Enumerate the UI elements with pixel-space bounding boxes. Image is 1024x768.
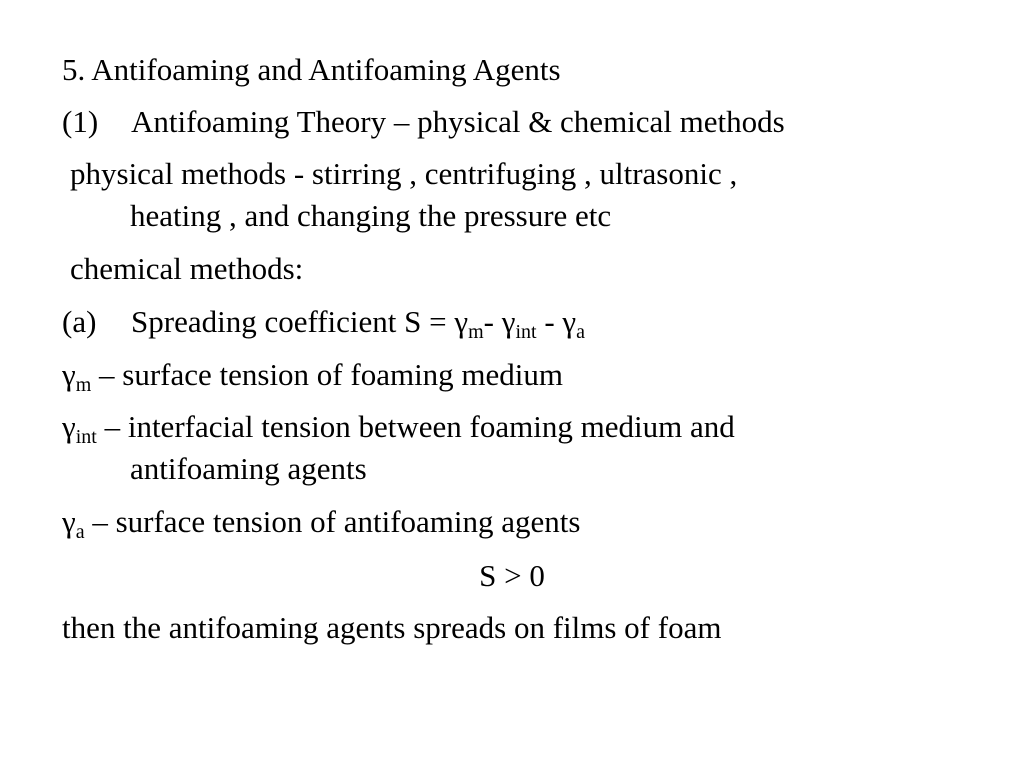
definition-gamma-m xyxy=(62,354,984,406)
item-marker: (1) xyxy=(62,104,99,139)
item-text: Antifoaming Theory – physical & chemical methods xyxy=(131,104,785,139)
conclusion-text: then the antifoaming agents spreads on films of foam xyxy=(62,610,722,645)
definition-text: – surface tension of antifoaming agents xyxy=(84,504,581,539)
physical-methods-continuation: heating , and changing the pressure etc xyxy=(130,198,612,233)
item-spreading-coefficient xyxy=(62,301,984,353)
subscript-m: m xyxy=(75,374,92,396)
subscript-a: a xyxy=(576,321,585,343)
chemical-methods-text: chemical methods: xyxy=(70,251,304,286)
chemical-methods-heading xyxy=(70,248,984,290)
subscript-int: int xyxy=(75,426,97,448)
subscript-a: a xyxy=(75,521,85,543)
condition-line xyxy=(0,555,1024,597)
gamma-symbol: γ xyxy=(454,304,469,339)
physical-methods-line1 xyxy=(70,153,984,195)
gamma-symbol: γ xyxy=(62,357,76,392)
gamma-symbol: γ xyxy=(62,409,76,444)
subscript-int: int xyxy=(515,321,537,343)
gamma-symbol: γ xyxy=(562,304,577,339)
definition-continuation-text: antifoaming agents xyxy=(130,451,367,486)
definition-gamma-a xyxy=(62,501,984,553)
slide-title xyxy=(62,49,984,91)
gamma-symbol: γ xyxy=(62,504,76,539)
gamma-symbol: γ xyxy=(501,304,516,339)
item-antifoaming-theory xyxy=(62,101,984,143)
item-marker: (a) xyxy=(62,304,97,339)
condition-text: S > 0 xyxy=(479,558,545,593)
subscript-m: m xyxy=(468,321,484,343)
title-text: 5. Antifoaming and Antifoaming Agents xyxy=(62,52,561,87)
definition-text: – interfacial tension between foaming medium and xyxy=(96,409,735,444)
definition-text: – surface tension of foaming medium xyxy=(91,357,564,392)
formula-label: Spreading coefficient S = xyxy=(131,304,455,339)
physical-methods-text: physical methods - stirring , centrifuging , ultrasonic , xyxy=(70,156,738,191)
definition-gamma-int-continuation xyxy=(130,448,984,490)
minus-sign: - xyxy=(536,304,563,339)
conclusion-line xyxy=(62,607,984,649)
minus-sign: - xyxy=(483,304,502,339)
physical-methods-line2 xyxy=(130,195,984,237)
